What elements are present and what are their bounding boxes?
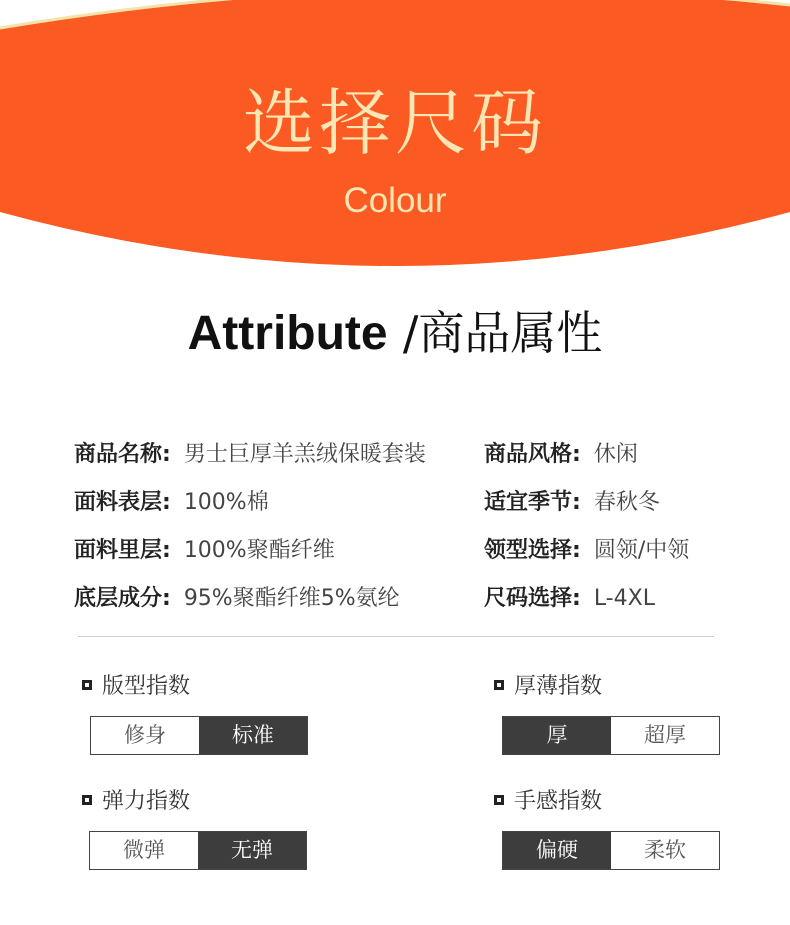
hand-feel-index-block — [494, 787, 724, 925]
index-title — [494, 672, 602, 702]
attribute-value: 春秋冬 — [593, 490, 660, 515]
index-title-text: 版型指数 — [102, 674, 191, 699]
attribute-value: 休闲 — [593, 442, 638, 467]
square-bullet-icon — [82, 795, 92, 805]
index-option[interactable]: 厚 — [503, 717, 611, 754]
attribute-value: 男士巨厚羊羔绒保暖套装 — [183, 442, 426, 467]
fit-index-options — [90, 716, 308, 755]
index-title-text: 弹力指数 — [102, 789, 191, 814]
section-title-en: Attribute — [187, 307, 388, 360]
thickness-index-options — [502, 716, 720, 755]
attribute-row — [74, 536, 335, 566]
divider — [78, 636, 714, 637]
index-title-text: 手感指数 — [514, 789, 603, 814]
index-option[interactable]: 无弹 — [198, 832, 306, 869]
attribute-row — [484, 536, 689, 566]
square-bullet-icon — [82, 680, 92, 690]
attribute-label: 领型选择: — [484, 538, 581, 563]
banner-subtitle: Colour — [343, 181, 447, 220]
elasticity-index-block — [82, 787, 312, 925]
index-option[interactable]: 柔软 — [611, 832, 719, 869]
attribute-row — [484, 440, 638, 470]
square-bullet-icon — [494, 680, 504, 690]
index-option[interactable]: 微弹 — [90, 832, 198, 869]
index-title — [82, 787, 190, 817]
square-bullet-icon — [494, 795, 504, 805]
attribute-row — [74, 584, 400, 614]
attribute-label: 商品名称: — [74, 442, 171, 467]
attribute-value: 圆领/中领 — [593, 538, 690, 563]
banner-title: 选择尺码 — [242, 81, 547, 165]
attribute-value: L-4XL — [593, 586, 655, 611]
attribute-label: 商品风格: — [484, 442, 581, 467]
hand-feel-index-options — [502, 831, 720, 870]
index-option[interactable]: 超厚 — [611, 717, 719, 754]
elasticity-index-options — [89, 831, 307, 870]
attribute-value: 100%棉 — [183, 490, 269, 515]
attribute-label: 适宜季节: — [484, 490, 581, 515]
attribute-value: 95%聚酯纤维5%氨纶 — [183, 586, 400, 611]
attribute-label: 底层成分: — [74, 586, 171, 611]
header-banner — [0, 0, 790, 270]
section-title-cn: /商品属性 — [402, 306, 603, 360]
attribute-value: 100%聚酯纤维 — [183, 538, 335, 563]
index-option[interactable]: 修身 — [91, 717, 199, 754]
attribute-label: 面料里层: — [74, 538, 171, 563]
attribute-section-title — [0, 302, 790, 365]
attribute-label: 尺码选择: — [484, 586, 581, 611]
attribute-row — [484, 488, 660, 518]
attribute-row — [74, 488, 269, 518]
index-title — [494, 787, 602, 817]
attribute-label: 面料表层: — [74, 490, 171, 515]
index-option[interactable]: 偏硬 — [503, 832, 611, 869]
attribute-row — [484, 584, 655, 614]
index-option[interactable]: 标准 — [199, 717, 307, 754]
index-title — [82, 672, 190, 702]
index-title-text: 厚薄指数 — [514, 674, 603, 699]
attribute-row — [74, 440, 426, 470]
